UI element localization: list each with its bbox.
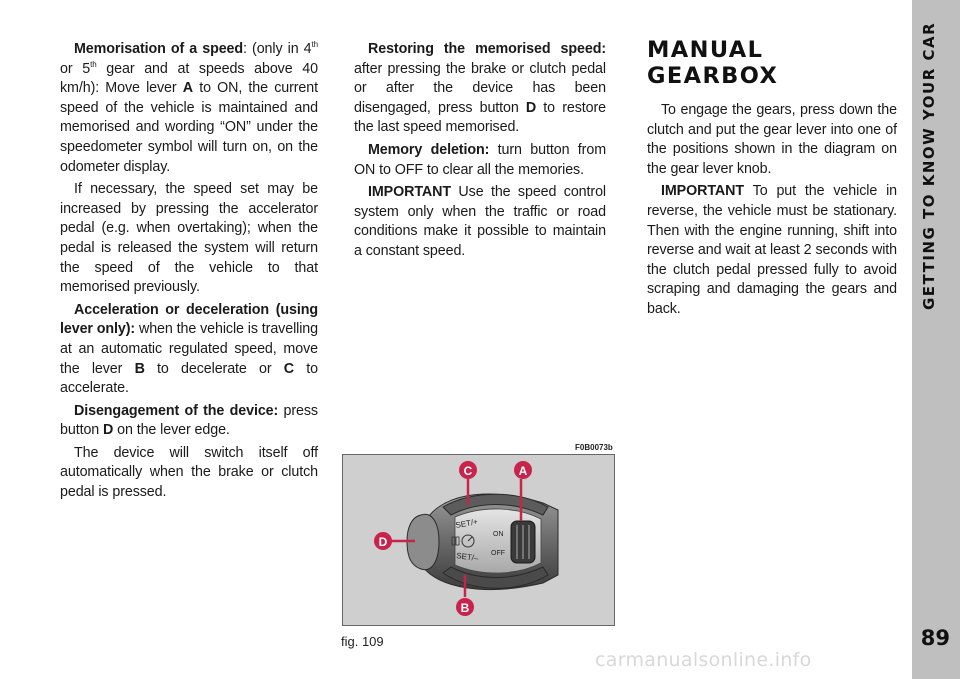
text: to restore the last speed memorised.	[354, 99, 606, 136]
callout-label-c: C	[463, 464, 473, 478]
paragraph-title: Memory deletion:	[368, 141, 490, 158]
text: or 5	[60, 60, 91, 77]
button-letter: D	[525, 99, 537, 116]
paragraph-memory-deletion	[354, 141, 606, 180]
paragraph-title: Restoring the memorised speed:	[368, 41, 606, 57]
superscript: th	[311, 40, 318, 50]
lever-illustration	[343, 455, 614, 625]
text-column-3	[647, 37, 897, 323]
callout-label-d: D	[378, 535, 388, 549]
paragraph-increase: If necessary, the speed set may be increased by pressing the accelerator pedal (e.g. when overtaking); when the pedal is released the system will return the speed of the vehicle to that memorised previously.	[60, 181, 318, 296]
paragraph-acceleration	[60, 301, 318, 399]
text: when the vehicle is travelling at an automatic regulated speed, move the lever	[60, 321, 319, 377]
watermark: carmanualsonline.info	[595, 649, 812, 671]
section-heading: MANUAL GEARBOX	[647, 37, 779, 89]
text: on the lever edge.	[113, 422, 230, 439]
text: to accelerate.	[60, 360, 318, 397]
text: turn button from ON to OFF to clear all the memories.	[354, 141, 606, 178]
paragraph-title: Acceleration or deceleration (using lever only):	[60, 301, 318, 338]
figure-code: F0B0073b	[575, 443, 613, 452]
lever-letter: C	[283, 360, 295, 377]
callout-label-b: B	[460, 601, 470, 615]
button-letter: D	[103, 422, 114, 439]
paragraph-title: IMPORTANT	[661, 183, 745, 200]
paragraph-memorisation	[60, 40, 318, 177]
text: To put the vehicle in reverse, the vehicle must be stationary. Then with the engine running, shift into reverse and wait at least 2 seconds with the clutch pedal pressed fully to avoid scraping and damaging the gears and back.	[647, 183, 897, 317]
label-set-plus: SET/+	[454, 517, 479, 530]
section-title: GETTING TO KNOW YOUR CAR	[920, 22, 938, 311]
paragraph-title: Memorisation of a speed	[74, 41, 244, 57]
paragraph-title: Disengagement of the device:	[74, 402, 279, 419]
callout-label-a: A	[518, 464, 528, 478]
label-set-minus: SET/–	[455, 551, 479, 564]
text: to ON, the current speed of the vehicle is maintained and memorised and wording “ON” under the speedometer symbol will turn on, on the odometer display.	[60, 80, 319, 175]
text: Use the speed control system only when the traffic or road conditions make it possible to maintain a constant speed.	[354, 184, 606, 259]
figure-cruise-control-lever	[342, 454, 615, 626]
figure-caption: fig. 109	[341, 634, 384, 649]
text-column-2	[354, 40, 606, 265]
lever-letter: A	[182, 80, 193, 97]
text: to decelerate or	[144, 360, 284, 377]
text: gear and at speeds above 40 km/h): Move lever	[60, 60, 318, 97]
paragraph-title: IMPORTANT	[368, 184, 452, 201]
paragraph-restoring	[354, 40, 606, 138]
lever-letter: B	[134, 360, 145, 377]
paragraph-reverse-important	[647, 182, 897, 319]
superscript: th	[90, 59, 97, 69]
paragraph-auto-off: The device will switch itself off automatically when the brake or clutch pedal is pressed.	[60, 444, 318, 501]
section-sidebar	[912, 0, 960, 679]
paragraph-important	[354, 183, 606, 261]
label-off: OFF	[491, 550, 505, 557]
paragraph-engage-gears: To engage the gears, press down the clutch and put the gear lever into one of the positions shown in the diagram on the gear lever knob.	[647, 102, 897, 177]
text: press button	[60, 402, 318, 439]
label-on: ON	[493, 531, 504, 538]
text-column-1	[60, 40, 318, 506]
text: : (only in 4	[243, 41, 312, 57]
paragraph-disengagement	[60, 402, 318, 441]
page-number: 89	[920, 626, 950, 650]
text: after pressing the brake or clutch pedal or after the device has been disengaged, press button	[354, 60, 606, 116]
